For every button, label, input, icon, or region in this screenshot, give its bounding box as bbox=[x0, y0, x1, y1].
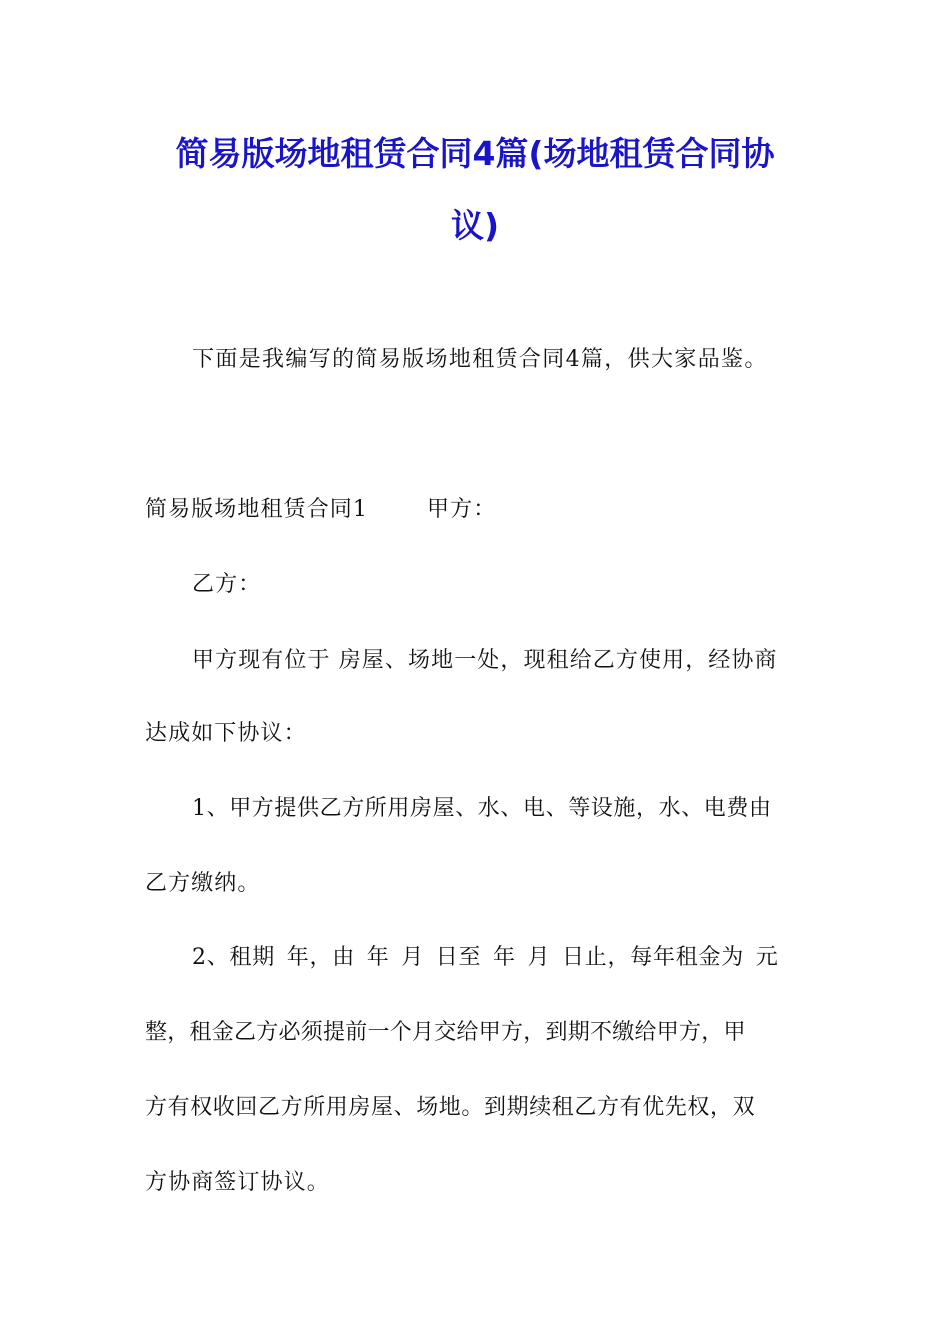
preamble-line-2: 达成如下协议： bbox=[145, 721, 307, 746]
party-b-label: 乙方： bbox=[192, 572, 262, 597]
clause-1-line-1: 1、甲方提供乙方所用房屋、水、电、等设施，水、电费由 bbox=[192, 796, 772, 821]
clause-2-line-4: 方协商签订协议。 bbox=[145, 1170, 330, 1195]
preamble-line-1: 甲方现有位于 房屋、场地一处，现租给乙方使用，经协商 bbox=[192, 648, 778, 673]
clause-2-line-1: 2、租期 年，由 年 月 日至 年 月 日止，每年租金为 元 bbox=[192, 945, 779, 970]
document-title-line-1: 简易版场地租赁合同4篇(场地租赁合同协 bbox=[175, 134, 775, 173]
document-title-line-2: 议) bbox=[450, 206, 500, 245]
clause-2-line-3: 方有权收回乙方所用房屋、场地。到期续租乙方有优先权，双 bbox=[145, 1095, 756, 1120]
contract-1-heading: 简易版场地租赁合同1 bbox=[145, 497, 368, 522]
clause-2-line-2: 整，租金乙方必须提前一个月交给甲方，到期不缴给甲方，甲 bbox=[145, 1020, 746, 1045]
party-a-label: 甲方： bbox=[427, 497, 497, 522]
clause-1-line-2: 乙方缴纳。 bbox=[145, 871, 261, 896]
intro-paragraph: 下面是我编写的简易版场地租赁合同4篇，供大家品鉴。 bbox=[192, 347, 768, 372]
